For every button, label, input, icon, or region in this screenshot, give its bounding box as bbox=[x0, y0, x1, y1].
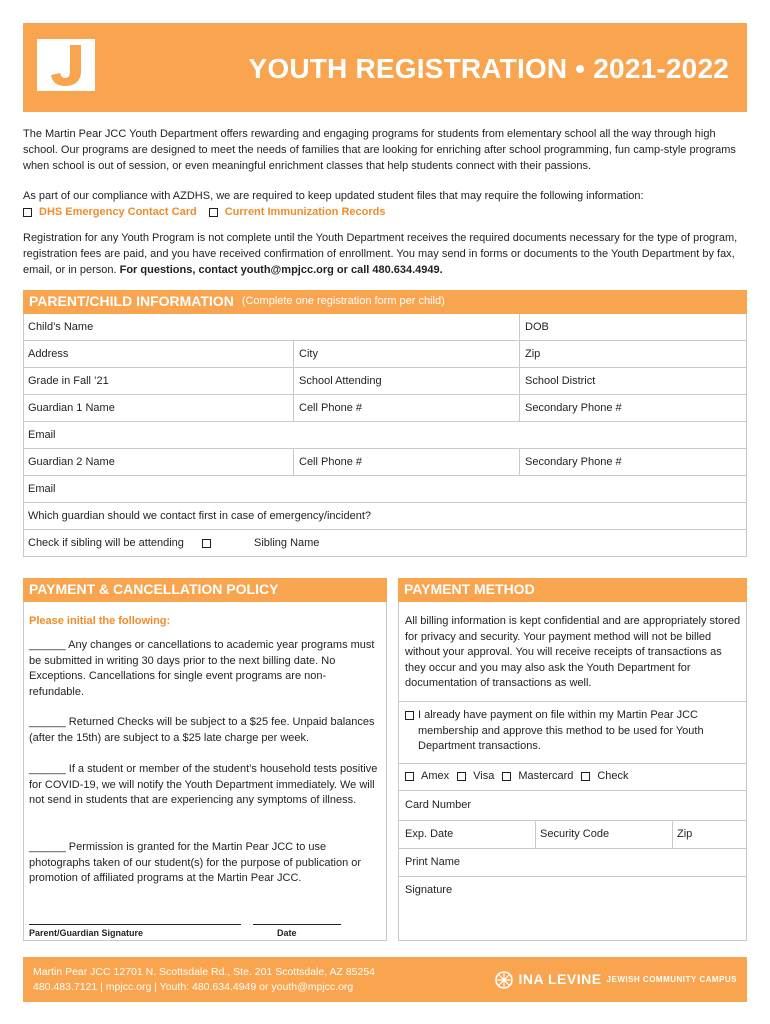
policy-item-cancellation: ______ Any changes or cancellations to academic year programs must be submitted in writing 30 days prior to the next billing date. No Exceptions. Cancellations for single event programs are non-refundable. bbox=[29, 639, 375, 698]
immunization-label: Current Immunization Records bbox=[224, 206, 386, 218]
signature-label: Parent/Guardian Signature bbox=[29, 928, 144, 938]
page-title: YOUTH REGISTRATION • 2021-2022 bbox=[248, 53, 729, 84]
form-row-email2 bbox=[23, 476, 747, 503]
payment-policy-title: PAYMENT & CANCELLATION POLICY bbox=[29, 581, 279, 598]
logo-campus: JEWISH COMMUNITY CAMPUS bbox=[606, 975, 737, 985]
guardian2-cell-field[interactable]: Cell Phone # bbox=[299, 456, 362, 468]
grade-field[interactable]: Grade in Fall ’21 bbox=[28, 375, 109, 387]
mastercard-checkbox[interactable] bbox=[502, 772, 511, 781]
payment-on-file-label: I already have payment on file within my Martin Pear JCC membership and approve this method to be used for Youth Department transactions. bbox=[418, 709, 704, 752]
security-code-field[interactable]: Security Code bbox=[540, 828, 610, 840]
signature-line[interactable] bbox=[29, 924, 241, 925]
sibling-checkbox[interactable] bbox=[202, 539, 211, 548]
payment-on-file-option bbox=[405, 708, 741, 755]
payment-method-title: PAYMENT METHOD bbox=[404, 581, 535, 598]
parent-child-section-header bbox=[23, 290, 747, 314]
dhs-card-label: DHS Emergency Contact Card bbox=[39, 206, 197, 218]
form-row-emergency bbox=[23, 503, 747, 530]
date-label: Date bbox=[277, 928, 297, 938]
sibling-name-field[interactable]: Sibling Name bbox=[254, 537, 320, 549]
ina-levine-logo bbox=[495, 970, 737, 990]
campus-logo-icon bbox=[495, 971, 513, 989]
sibling-check-label: Check if sibling will be attending bbox=[28, 537, 184, 549]
guardian1-secondary-field[interactable]: Secondary Phone # bbox=[525, 402, 622, 414]
visa-checkbox[interactable] bbox=[457, 772, 466, 781]
city-field[interactable]: City bbox=[299, 348, 318, 360]
form-row-child bbox=[23, 314, 747, 341]
policy-item-returned-checks: ______ Returned Checks will be subject to a $25 fee. Unpaid balances (after the 15th) are subject to a $25 late charge per week. bbox=[29, 716, 375, 744]
section-title: PARENT/CHILD INFORMATION bbox=[29, 293, 234, 310]
registration-paragraph bbox=[23, 230, 747, 278]
amex-checkbox[interactable] bbox=[405, 772, 414, 781]
form-row-guardian2 bbox=[23, 449, 747, 476]
dhs-card-checkbox[interactable] bbox=[23, 208, 32, 217]
school-district-field[interactable]: School District bbox=[525, 375, 596, 387]
footer-contact: 480.483.7121 | mpjcc.org | Youth: 480.634.4949 or youth@mpjcc.org bbox=[33, 981, 354, 993]
guardian2-name-field[interactable]: Guardian 2 Name bbox=[28, 456, 115, 468]
form-row-email1 bbox=[23, 422, 747, 449]
footer-address: Martin Pear JCC 12701 N. Scottsdale Rd., Ste. 201 Scottsdale, AZ 85254 bbox=[33, 966, 376, 978]
section-subtitle: (Complete one registration form per child) bbox=[241, 295, 445, 308]
contact-text: For questions, contact youth@mpjcc.org or call 480.634.4949. bbox=[119, 264, 443, 276]
intro-paragraph: The Martin Pear JCC Youth Department offers rewarding and engaging programs for students from elementary school all the way through high school. Our programs are designed to meet the needs of families that are looking for enriching after school programming, fun camp-style programs when school is out of session, or even meaningful enrichment classes that help students connect with their passions. bbox=[23, 128, 736, 172]
payment-method-panel bbox=[398, 578, 747, 941]
initial-heading: Please initial the following: bbox=[29, 615, 171, 627]
card-type-row bbox=[405, 769, 629, 784]
date-line[interactable] bbox=[253, 924, 341, 925]
jcc-j-logo-icon bbox=[37, 39, 95, 91]
form-row-sibling bbox=[23, 530, 747, 557]
registration-text: Registration for any Youth Program is not complete until the Youth Department receives the required documents necessary for the type of program, registration fees are paid, and you have received confirmation of enrollment. You may send in forms or documents to the Youth Department by fax, email, or in person. bbox=[23, 232, 738, 276]
payment-method-header bbox=[398, 578, 747, 602]
exp-date-field[interactable]: Exp. Date bbox=[405, 828, 454, 840]
zip-field[interactable]: Zip bbox=[525, 348, 541, 360]
payment-policy-panel bbox=[23, 578, 387, 941]
dob-field[interactable]: DOB bbox=[525, 321, 549, 333]
header-banner bbox=[23, 23, 747, 112]
guardian1-email-field[interactable]: Email bbox=[28, 429, 56, 441]
immunization-checkbox[interactable] bbox=[209, 208, 218, 217]
compliance-text: As part of our compliance with AZDHS, we are required to keep updated student files that may require the following information: bbox=[23, 190, 644, 202]
payment-on-file-checkbox[interactable] bbox=[405, 711, 414, 720]
form-row-school bbox=[23, 368, 747, 395]
school-attending-field[interactable]: School Attending bbox=[299, 375, 382, 387]
amex-label: Amex bbox=[421, 770, 450, 782]
parent-child-form bbox=[23, 314, 747, 557]
emergency-contact-field[interactable]: Which guardian should we contact first in case of emergency/incident? bbox=[28, 510, 372, 522]
form-row-guardian1 bbox=[23, 395, 747, 422]
print-name-field[interactable]: Print Name bbox=[405, 856, 461, 868]
logo-name: INA LEVINE bbox=[518, 971, 602, 987]
compliance-paragraph bbox=[23, 188, 747, 220]
guardian1-cell-field[interactable]: Cell Phone # bbox=[299, 402, 362, 414]
required-documents-row bbox=[23, 204, 747, 220]
mastercard-label: Mastercard bbox=[518, 770, 574, 782]
billing-info-text: All billing information is kept confidential and are appropriately stored for privacy and security. Your payment method will not be billed without your approval. You will receive receipts of transactions as they occur and you may also ask the Youth Department for documentation of transactions as well. bbox=[405, 615, 741, 689]
form-row-address bbox=[23, 341, 747, 368]
address-field[interactable]: Address bbox=[28, 348, 69, 360]
card-number-field[interactable]: Card Number bbox=[405, 799, 472, 811]
guardian2-secondary-field[interactable]: Secondary Phone # bbox=[525, 456, 622, 468]
footer-banner bbox=[23, 957, 747, 1002]
payment-signature-field[interactable]: Signature bbox=[405, 884, 453, 896]
check-checkbox[interactable] bbox=[581, 772, 590, 781]
visa-label: Visa bbox=[473, 770, 495, 782]
guardian1-name-field[interactable]: Guardian 1 Name bbox=[28, 402, 115, 414]
billing-zip-field[interactable]: Zip bbox=[677, 828, 693, 840]
guardian2-email-field[interactable]: Email bbox=[28, 483, 56, 495]
policy-item-photo: ______ Permission is granted for the Martin Pear JCC to use photographs taken of our student(s) for the purpose of publication or promotion of affiliated programs at the Martin Pear JCC. bbox=[29, 841, 362, 884]
payment-policy-header bbox=[23, 578, 387, 602]
childs-name-field[interactable]: Child’s Name bbox=[28, 321, 94, 333]
check-label: Check bbox=[597, 770, 629, 782]
policy-item-covid: ______ If a student or member of the student’s household tests positive for COVID-19, we will notify the Youth Department immediately. We will not send in students that are experiencing any symptoms of illness. bbox=[29, 763, 378, 806]
